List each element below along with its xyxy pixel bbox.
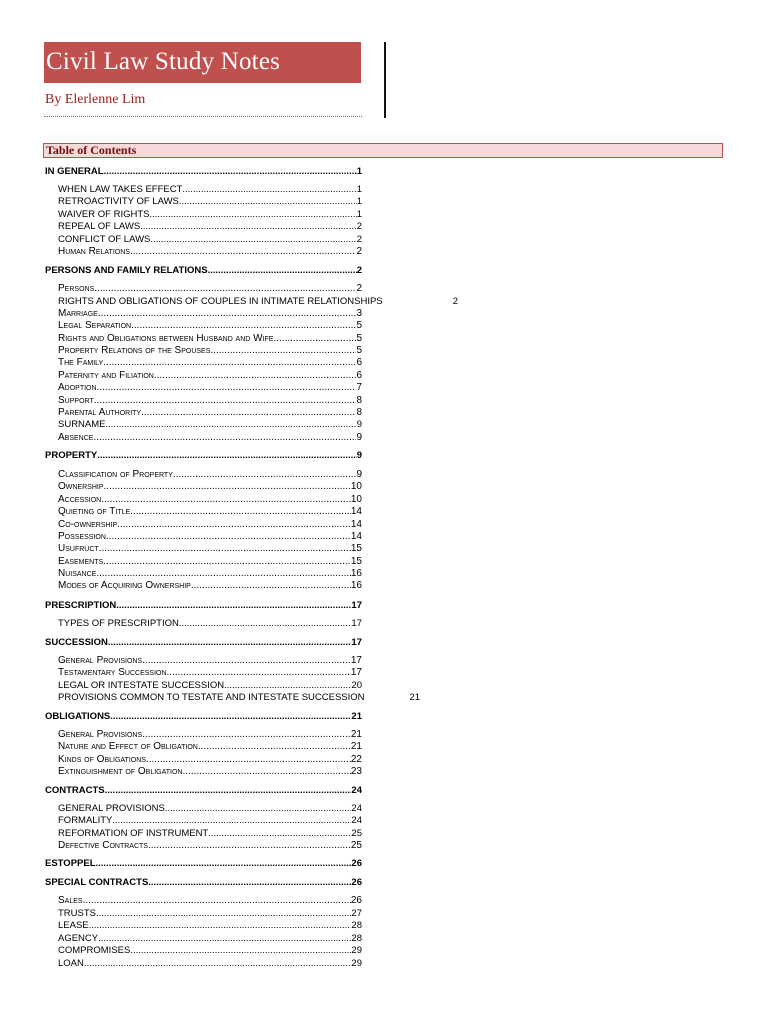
- toc-subentry[interactable]: [58, 345, 362, 357]
- toc-dot-leader: [224, 680, 351, 692]
- toc-dot-leader: [103, 556, 351, 568]
- toc-entry-page: 15: [350, 543, 362, 554]
- toc-subentry[interactable]: [58, 815, 362, 827]
- toc-entry-page: 9: [356, 469, 362, 480]
- toc-dot-leader: [130, 945, 351, 957]
- toc-dot-leader: [198, 741, 351, 753]
- toc-section-entry[interactable]: [45, 166, 362, 178]
- toc-entry-title: Usufruct: [58, 543, 99, 554]
- toc-subentry[interactable]: [58, 766, 362, 778]
- toc-subentry[interactable]: [58, 308, 362, 320]
- toc-dot-leader: [89, 920, 352, 932]
- toc-entry-title: Nature and Effect of Obligation: [58, 741, 198, 752]
- toc-dot-leader: [210, 345, 356, 357]
- toc-entry-title: PERSONS AND FAMILY RELATIONS: [45, 265, 208, 276]
- toc-subentry[interactable]: [58, 958, 362, 970]
- toc-entry-title: PRESCRIPTION: [45, 600, 117, 611]
- toc-dot-leader: [104, 166, 357, 178]
- toc-entry-title: CONFLICT OF LAWS: [58, 234, 151, 245]
- toc-entry-title: Possession: [58, 531, 106, 542]
- toc-entry-title: ESTOPPEL: [45, 858, 96, 869]
- toc-entry-page: 29: [351, 958, 362, 969]
- toc-entry-page: 17: [351, 600, 362, 611]
- toc-dot-leader: [97, 382, 357, 394]
- toc-entry-title: Rights and Obligations between Husband and Wife: [58, 333, 274, 344]
- toc-entry-page: 16: [350, 568, 362, 579]
- toc-entry-page: 5: [356, 320, 362, 331]
- toc-subentry[interactable]: [58, 432, 362, 444]
- toc-entry-page: 2: [356, 221, 362, 232]
- toc-entry-page: 16: [350, 580, 362, 591]
- toc-entry-page: 1: [356, 209, 362, 220]
- toc-entry-title: Property Relations of the Spouses: [58, 345, 211, 356]
- toc-entry-title: LEASE: [58, 920, 89, 931]
- toc-entry-title: Parental Authority: [58, 407, 142, 418]
- toc-subentry[interactable]: [58, 196, 362, 208]
- toc-dot-leader: [148, 877, 351, 889]
- toc-entry-page: 26: [351, 877, 362, 888]
- toc-dot-leader: [140, 221, 357, 233]
- toc-entry-page: 26: [351, 858, 362, 869]
- toc-entry-title: GENERAL PROVISIONS: [58, 803, 165, 814]
- toc-entry-page: 29: [351, 945, 362, 956]
- toc-entry-title: TRUSTS: [58, 908, 96, 919]
- toc-dot-leader: [105, 785, 352, 797]
- toc-entry-page: 25: [350, 840, 362, 851]
- toc-heading: Table of Contents: [43, 143, 723, 158]
- toc-dot-leader: [98, 933, 351, 945]
- toc-entry-page: 27: [351, 908, 362, 919]
- toc-entry-page: 17: [350, 655, 362, 666]
- toc-entry-title: SURNAME: [58, 419, 106, 430]
- toc-subentry[interactable]: [58, 933, 362, 945]
- toc-entry-title: Kinds of Obligations: [58, 754, 146, 765]
- toc-entry-title: Nuisance: [58, 568, 97, 579]
- toc-entry-title: The Family: [58, 357, 104, 368]
- toc-entry-page: 10: [350, 494, 362, 505]
- toc-subentry[interactable]: [58, 729, 362, 741]
- toc-dot-leader: [84, 958, 352, 970]
- toc-entry-page: 23: [350, 766, 362, 777]
- toc-entry-page: 9: [356, 419, 362, 430]
- toc-entry-title: IN GENERAL: [45, 166, 104, 177]
- toc-subentry[interactable]: [58, 568, 362, 580]
- toc-subentry[interactable]: [58, 481, 362, 493]
- toc-subentry[interactable]: [58, 494, 362, 506]
- toc-section-entry[interactable]: [45, 637, 362, 649]
- toc-entry-title: Absence: [58, 432, 94, 443]
- toc-entry-page: 7: [356, 382, 362, 393]
- toc-entry-title: Modes of Acquiring Ownership: [58, 580, 191, 591]
- toc-dot-leader: [167, 667, 351, 679]
- toc-subentry[interactable]: [58, 283, 362, 295]
- toc-entry-page: 17: [351, 618, 362, 629]
- toc-entry-title: Quieting of Title: [58, 506, 131, 517]
- toc-entry-page: 8: [356, 395, 362, 406]
- toc-entry-page: 17: [350, 667, 362, 678]
- toc-entry-page: 5: [356, 333, 362, 344]
- toc-dot-leader: [179, 618, 352, 630]
- toc-entry-page: 2: [452, 296, 458, 307]
- toc-entry-page: 24: [351, 803, 362, 814]
- toc-entry-title: General Provisions: [58, 729, 143, 740]
- toc-entry-title: REFORMATION OF INSTRUMENT: [58, 828, 209, 839]
- toc-entry-page: 17: [351, 637, 362, 648]
- toc-entry-title: FORMALITY: [58, 815, 113, 826]
- toc-subentry[interactable]: [58, 506, 362, 518]
- toc-section-entry[interactable]: [45, 600, 362, 612]
- toc-subentry[interactable]: [58, 370, 362, 382]
- toc-entry-title: LOAN: [58, 958, 84, 969]
- toc-entry-page: 1: [356, 166, 362, 177]
- toc-entry-page: 21: [351, 711, 362, 722]
- toc-section-entry[interactable]: [45, 858, 362, 870]
- toc-entry-page: 14: [350, 531, 362, 542]
- toc-entry-page: 5: [356, 345, 362, 356]
- toc-subentry[interactable]: [58, 246, 362, 258]
- toc-dot-leader: [148, 840, 351, 852]
- toc-entry-title: Testamentary Succession: [58, 667, 167, 678]
- toc-subentry[interactable]: [58, 556, 362, 568]
- toc-entry-title: Legal Separation: [58, 320, 132, 331]
- toc-entry-title: SPECIAL CONTRACTS: [45, 877, 149, 888]
- toc-entry-title: COMPROMISES: [58, 945, 131, 956]
- toc-entry-title: PROVISIONS COMMON TO TESTATE AND INTESTATE SUCCESSION: [58, 692, 365, 703]
- toc-dot-leader: [93, 432, 356, 444]
- toc-entry-page: 21: [350, 741, 362, 752]
- toc-subentry[interactable]: [58, 908, 362, 920]
- toc-entry-page: 25: [351, 828, 362, 839]
- toc-entry-title: LEGAL OR INTESTATE SUCCESSION: [58, 680, 225, 691]
- toc-entry-page: 2: [356, 265, 362, 276]
- toc-dot-leader: [150, 234, 356, 246]
- toc-subentry[interactable]: [58, 828, 362, 840]
- toc-entry-title: PROPERTY: [45, 450, 98, 461]
- toc-entry-page: 1: [356, 184, 362, 195]
- toc-dot-leader: [104, 481, 351, 493]
- toc-entry-page: 9: [356, 432, 362, 443]
- toc-dot-leader: [130, 506, 351, 518]
- toc-entry-page: 14: [350, 519, 362, 530]
- toc-dot-leader: [117, 519, 351, 531]
- document-author: By Elerlenne Lim: [45, 92, 146, 107]
- toc-entry-title: RIGHTS AND OBLIGATIONS OF COUPLES IN INTIMATE RELATIONSHIPS: [58, 296, 383, 307]
- toc-dot-leader: [173, 469, 357, 481]
- toc-section-entry[interactable]: [45, 785, 362, 797]
- toc-dot-leader: [165, 803, 352, 815]
- toc-subentry[interactable]: [58, 419, 362, 431]
- toc-dot-leader: [96, 858, 352, 870]
- toc-dot-leader: [97, 450, 356, 462]
- toc-subentry[interactable]: [58, 395, 362, 407]
- toc-dot-leader: [96, 908, 351, 920]
- toc-dot-leader: [110, 711, 351, 723]
- toc-dot-leader: [142, 655, 351, 667]
- toc-subentry[interactable]: [58, 333, 362, 345]
- toc-subentry[interactable]: [58, 407, 362, 419]
- toc-entry-page: 28: [351, 920, 362, 931]
- toc-subentry[interactable]: [58, 234, 362, 246]
- toc-dot-leader: [98, 308, 357, 320]
- toc-dot-leader: [179, 196, 357, 208]
- toc-entry-page: 22: [350, 754, 362, 765]
- toc-dot-leader: [130, 246, 357, 258]
- toc-entry-title: Human Relations: [58, 246, 130, 257]
- toc-subentry[interactable]: [58, 667, 362, 679]
- toc-dot-leader: [94, 395, 357, 407]
- toc-entry-title: Extinguishment of Obligation: [58, 766, 183, 777]
- toc-subentry[interactable]: [58, 296, 458, 308]
- toc-dot-leader: [83, 895, 351, 907]
- toc-entry-title: SUCCESSION: [45, 637, 108, 648]
- toc-subentry[interactable]: [58, 357, 362, 369]
- toc-subentry[interactable]: [58, 221, 362, 233]
- toc-dot-leader: [149, 209, 356, 221]
- toc-entry-page: 20: [351, 680, 362, 691]
- toc-dot-leader: [94, 283, 356, 295]
- toc-entry-page: 28: [351, 933, 362, 944]
- toc-dot-leader: [108, 637, 352, 649]
- toc-subentry[interactable]: [58, 680, 362, 692]
- toc-dot-leader: [106, 419, 357, 431]
- toc-entry-title: RETROACTIVITY OF LAWS: [58, 196, 179, 207]
- toc-entry-page: 3: [356, 308, 362, 319]
- toc-entry-title: REPEAL OF LAWS: [58, 221, 141, 232]
- toc-subentry[interactable]: [58, 469, 362, 481]
- toc-section-entry[interactable]: [45, 265, 362, 277]
- toc-subentry[interactable]: [58, 382, 362, 394]
- toc-entry-title: Marriage: [58, 308, 98, 319]
- toc-entry-page: 24: [351, 785, 362, 796]
- toc-dot-leader: [101, 494, 351, 506]
- toc-entry-title: Defective Contracts: [58, 840, 148, 851]
- toc-subentry[interactable]: [58, 543, 362, 555]
- toc-entry-page: 8: [356, 407, 362, 418]
- toc-section-entry[interactable]: [45, 450, 362, 462]
- toc-entry-title: Sales: [58, 895, 83, 906]
- toc-entry-title: WHEN LAW TAKES EFFECT: [58, 184, 183, 195]
- toc-section-entry[interactable]: [45, 877, 362, 889]
- toc-subentry[interactable]: [58, 519, 362, 531]
- toc-dot-leader: [273, 333, 356, 345]
- toc-dot-leader: [131, 320, 356, 332]
- toc-entry-title: Accession: [58, 494, 102, 505]
- toc-dot-leader: [208, 828, 351, 840]
- toc-dot-leader: [106, 531, 351, 543]
- toc-entry-page: 24: [351, 815, 362, 826]
- toc-entry-page: 21: [409, 692, 420, 703]
- toc-entry-title: Paternity and Filiation: [58, 370, 154, 381]
- toc-dot-leader: [183, 766, 351, 778]
- toc-entry-page: 6: [356, 357, 362, 368]
- toc-entry-title: Ownership: [58, 481, 104, 492]
- toc-entry-page: 6: [356, 370, 362, 381]
- toc-dot-leader: [146, 754, 351, 766]
- toc-subentry[interactable]: [58, 580, 362, 592]
- toc-dot-leader: [141, 407, 356, 419]
- toc-entry-page: 2: [356, 283, 362, 294]
- toc-dot-leader: [208, 265, 357, 277]
- toc-subentry[interactable]: [58, 692, 420, 704]
- toc-entry-page: 1: [356, 196, 362, 207]
- toc-subentry[interactable]: [58, 320, 362, 332]
- toc-subentry[interactable]: [58, 840, 362, 852]
- toc-entry-title: Persons: [58, 283, 95, 294]
- toc-entry-page: 14: [350, 506, 362, 517]
- toc-dot-leader: [99, 543, 351, 555]
- document-title: Civil Law Study Notes: [46, 48, 281, 75]
- toc-dot-leader: [142, 729, 351, 741]
- toc-subentry[interactable]: [58, 531, 362, 543]
- toc-subentry[interactable]: [58, 945, 362, 957]
- toc-subentry[interactable]: [58, 741, 362, 753]
- toc-section-entry[interactable]: [45, 711, 362, 723]
- toc-entry-title: CONTRACTS: [45, 785, 105, 796]
- toc-dot-leader: [154, 370, 357, 382]
- toc-subentry[interactable]: [58, 618, 362, 630]
- toc-entry-title: General Provisions: [58, 655, 143, 666]
- toc-dot-leader: [96, 568, 351, 580]
- toc-entry-title: Co-ownership: [58, 519, 118, 530]
- toc-subentry[interactable]: [58, 209, 362, 221]
- toc-dot-leader: [112, 815, 351, 827]
- toc-entry-title: Support: [58, 395, 94, 406]
- toc-entry-title: TYPES OF PRESCRIPTION: [58, 618, 179, 629]
- toc-entry-page: 2: [356, 234, 362, 245]
- toc-dot-leader: [116, 600, 351, 612]
- toc-entry-title: Easements: [58, 556, 104, 567]
- toc-entry-page: 2: [356, 246, 362, 257]
- toc-subentry[interactable]: [58, 920, 362, 932]
- toc-subentry[interactable]: [58, 895, 362, 907]
- toc-entry-title: AGENCY: [58, 933, 99, 944]
- toc-dot-leader: [103, 357, 356, 369]
- toc-dot-leader: [191, 580, 351, 592]
- toc-entry-page: 9: [356, 450, 362, 461]
- toc-entry-title: Classification of Property: [58, 469, 173, 480]
- toc-entry-title: Adoption: [58, 382, 97, 393]
- toc-entry-title: WAIVER OF RIGHTS: [58, 209, 150, 220]
- toc-entry-page: 10: [350, 481, 362, 492]
- toc-dot-leader: [182, 184, 356, 196]
- toc-entry-page: 15: [350, 556, 362, 567]
- toc-entry-page: 26: [350, 895, 362, 906]
- toc-entry-page: 21: [350, 729, 362, 740]
- toc-subentry[interactable]: [58, 655, 362, 667]
- toc-subentry[interactable]: [58, 184, 362, 196]
- toc-subentry[interactable]: [58, 754, 362, 766]
- toc-entry-title: OBLIGATIONS: [45, 711, 111, 722]
- toc-subentry[interactable]: [58, 803, 362, 815]
